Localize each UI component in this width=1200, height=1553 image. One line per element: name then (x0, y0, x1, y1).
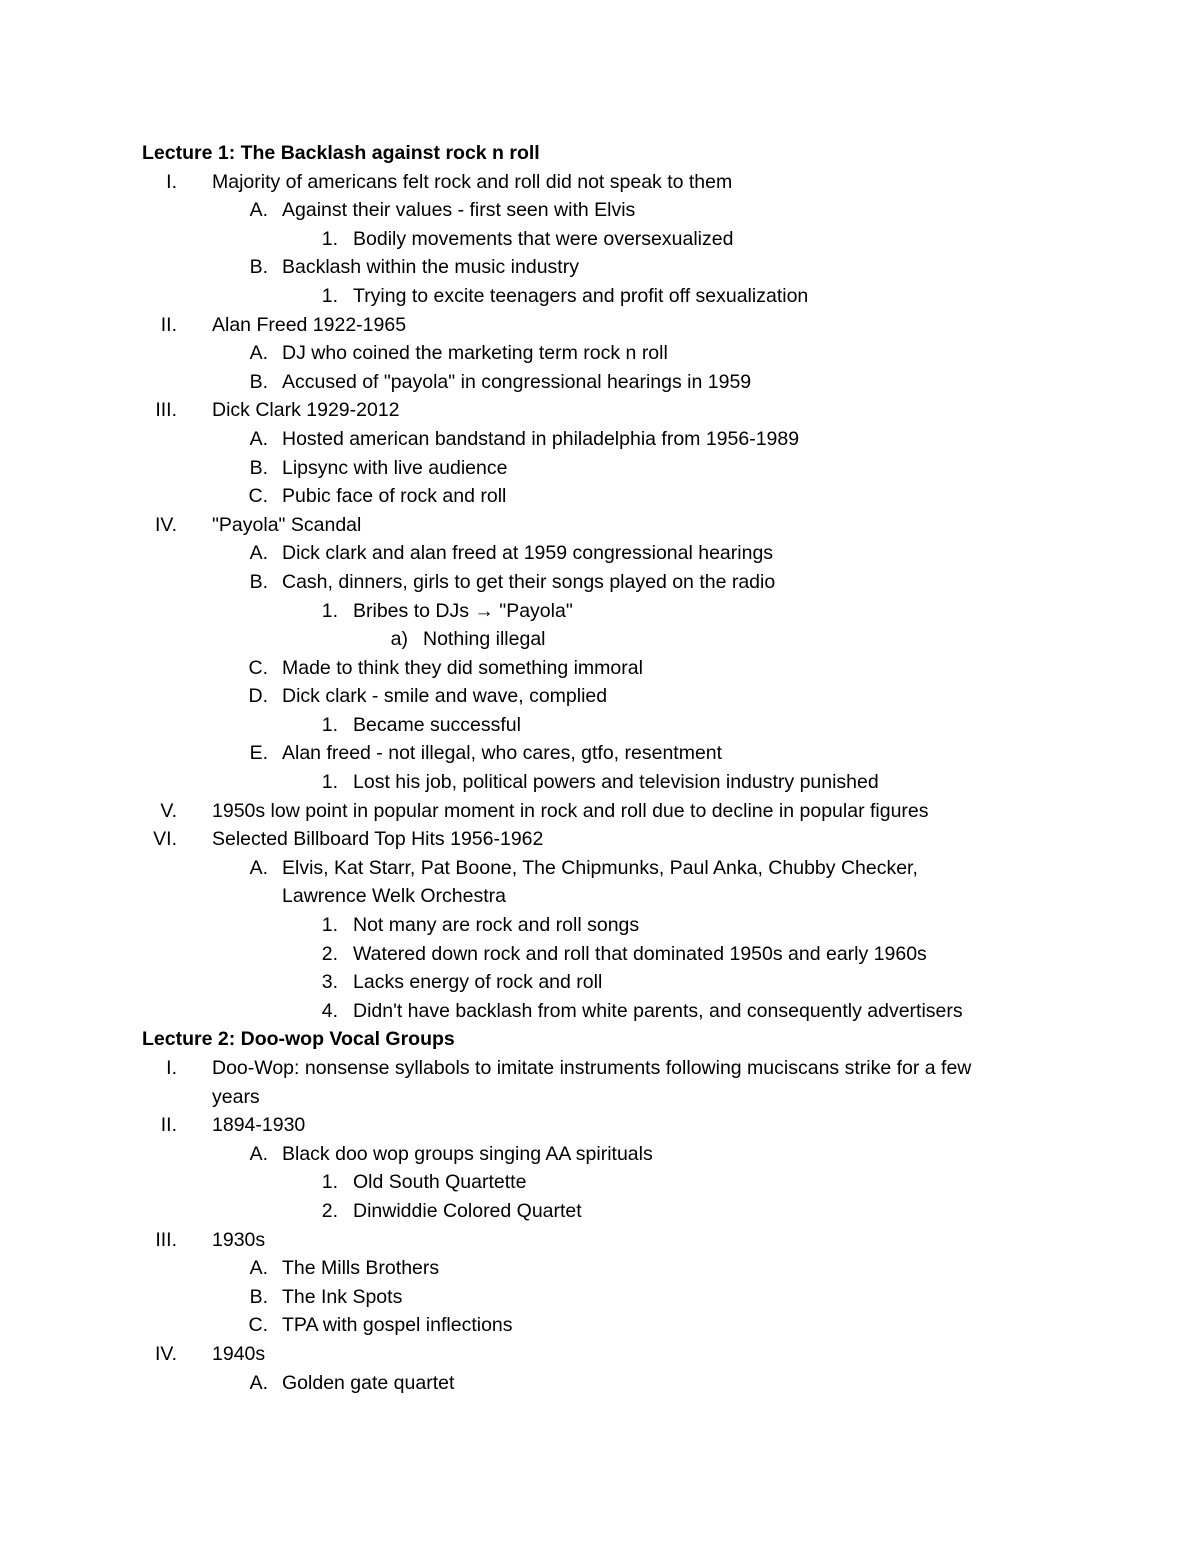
item-text: Backlash within the music industry (282, 256, 579, 279)
outline-item (0, 768, 1200, 797)
list-marker: B. (249, 456, 268, 479)
item-text: Alan freed - not illegal, who cares, gtfo, resentment (282, 742, 723, 765)
outline-item (0, 454, 1200, 483)
list-marker: B. (249, 256, 268, 279)
item-text: TPA with gospel inflections (282, 1314, 513, 1337)
list-marker: 1. (321, 914, 338, 937)
item-text: Hosted american bandstand in philadelphia from 1956-1989 (282, 427, 800, 450)
outline-item (0, 597, 1200, 626)
list-marker: A. (249, 342, 268, 365)
item-text: Accused of "payola" in congressional hearings in 1959 (282, 370, 752, 393)
outline-item (0, 1083, 1200, 1112)
outline-item (0, 1226, 1200, 1255)
item-text: Alan Freed 1922-1965 (212, 313, 407, 336)
list-marker: a) (390, 628, 408, 651)
item-text: Dick Clark 1929-2012 (212, 399, 400, 422)
item-text: 1930s (212, 1228, 266, 1251)
item-text: Doo-Wop: nonsense syllabols to imitate instruments following muciscans strike for a few (212, 1057, 972, 1079)
outline-item (0, 1168, 1200, 1197)
item-text: Bodily movements that were oversexualized (353, 227, 734, 250)
item-text: Black doo wop groups singing AA spirituals (282, 1142, 653, 1165)
item-text: Lost his job, political powers and television industry punished (353, 771, 879, 794)
list-marker: E. (249, 742, 268, 765)
list-marker: 1. (321, 599, 338, 622)
list-marker: C. (248, 1314, 268, 1337)
list-marker: A. (249, 199, 268, 222)
list-marker: I. (166, 170, 177, 193)
list-marker: 2. (321, 942, 338, 965)
outline-item (0, 911, 1200, 940)
item-text: Nothing illegal (423, 628, 546, 651)
list-marker: IV. (154, 1342, 177, 1365)
list-marker: B. (249, 370, 268, 393)
outline-item (0, 511, 1200, 540)
outline-item (0, 854, 1200, 883)
list-marker: A. (249, 1371, 268, 1394)
item-text: Bribes to DJs → "Payola" (353, 599, 573, 622)
list-marker: IV. (154, 513, 177, 536)
item-text: Pubic face of rock and roll (282, 485, 507, 508)
item-text: years (212, 1085, 260, 1108)
outline-item (0, 1140, 1200, 1169)
outline-item (0, 1311, 1200, 1340)
list-marker: 4. (321, 999, 338, 1022)
outline-item (0, 1254, 1200, 1283)
item-text: 1950s low point in popular moment in rock and roll due to decline in popular figures (212, 799, 929, 822)
outline-item (0, 1111, 1200, 1140)
item-text: Cash, dinners, girls to get their songs played on the radio (282, 570, 776, 593)
outline-item (0, 825, 1200, 854)
outline-item (0, 168, 1200, 197)
list-marker: V. (160, 799, 177, 822)
list-marker: 1. (321, 1171, 338, 1194)
outline-item (0, 253, 1200, 282)
outline-item (0, 196, 1200, 225)
list-marker: D. (248, 685, 268, 708)
outline-item (0, 882, 1200, 911)
item-text: Elvis, Kat Starr, Pat Boone, The Chipmunks, Paul Anka, Chubby Checker, (282, 856, 918, 879)
heading-text: Lecture 1: The Backlash against rock n roll (142, 142, 540, 164)
outline-item (0, 1054, 1200, 1083)
item-text: Old South Quartette (353, 1171, 527, 1194)
list-marker: 1. (321, 227, 338, 250)
item-text: Majority of americans felt rock and roll did not speak to them (212, 170, 733, 193)
document-body (0, 139, 1200, 1397)
item-text: Selected Billboard Top Hits 1956-1962 (212, 828, 544, 851)
list-marker: III. (155, 1228, 177, 1251)
list-marker: II. (160, 1114, 177, 1137)
list-marker: I. (166, 1057, 177, 1079)
outline-item (0, 425, 1200, 454)
heading-text: Lecture 2: Doo-wop Vocal Groups (142, 1028, 455, 1051)
item-text: Didn't have backlash from white parents, and consequently advertisers (353, 999, 963, 1022)
item-text: Became successful (353, 713, 521, 736)
outline-item (0, 368, 1200, 397)
outline-item (0, 797, 1200, 826)
outline-item (0, 482, 1200, 511)
list-marker: B. (249, 1285, 268, 1308)
list-marker: A. (249, 856, 268, 879)
outline-item (0, 1340, 1200, 1369)
item-text: Not many are rock and roll songs (353, 914, 640, 937)
list-marker: C. (248, 656, 268, 679)
section-heading (0, 1025, 1200, 1054)
item-text: Golden gate quartet (282, 1371, 455, 1394)
outline-item (0, 225, 1200, 254)
outline-item (0, 625, 1200, 654)
item-text: Trying to excite teenagers and profit off sexualization (353, 284, 809, 307)
item-text: Lipsync with live audience (282, 456, 508, 479)
outline-item (0, 997, 1200, 1026)
list-marker: A. (249, 427, 268, 450)
list-marker: VI. (153, 828, 177, 851)
outline-item (0, 396, 1200, 425)
outline-item (0, 1197, 1200, 1226)
item-text: The Ink Spots (282, 1285, 403, 1308)
list-marker: B. (249, 570, 268, 593)
item-text: The Mills Brothers (282, 1257, 440, 1280)
list-marker: 1. (321, 284, 338, 307)
item-text: Dick clark - smile and wave, complied (282, 685, 608, 708)
item-text: "Payola" Scandal (212, 513, 362, 536)
outline-item (0, 968, 1200, 997)
item-text: DJ who coined the marketing term rock n roll (282, 342, 668, 365)
outline-item (0, 682, 1200, 711)
item-text: Dick clark and alan freed at 1959 congressional hearings (282, 542, 774, 565)
outline-item (0, 739, 1200, 768)
item-text: 1940s (212, 1342, 266, 1365)
list-marker: II. (160, 313, 177, 336)
item-text: Against their values - first seen with Elvis (282, 199, 636, 222)
list-marker: A. (249, 1142, 268, 1165)
list-marker: III. (155, 399, 177, 422)
outline-item (0, 711, 1200, 740)
item-text: Dinwiddie Colored Quartet (353, 1199, 582, 1222)
list-marker: C. (248, 485, 268, 508)
list-marker: 1. (321, 771, 338, 794)
outline-item (0, 568, 1200, 597)
list-marker: 3. (321, 971, 338, 994)
section-heading (0, 139, 1200, 168)
outline-item (0, 311, 1200, 340)
list-marker: A. (249, 542, 268, 565)
outline-item (0, 654, 1200, 683)
list-marker: 1. (321, 713, 338, 736)
item-text: Made to think they did something immoral (282, 656, 643, 679)
outline-item (0, 539, 1200, 568)
outline-item (0, 940, 1200, 969)
outline-item (0, 1369, 1200, 1398)
list-marker: A. (249, 1257, 268, 1280)
item-text: Watered down rock and roll that dominated 1950s and early 1960s (353, 942, 927, 965)
item-text: Lacks energy of rock and roll (353, 971, 603, 994)
item-text: 1894-1930 (212, 1114, 306, 1137)
outline-item (0, 1283, 1200, 1312)
outline-item (0, 339, 1200, 368)
list-marker: 2. (321, 1199, 338, 1222)
outline-item (0, 282, 1200, 311)
item-text: Lawrence Welk Orchestra (282, 885, 506, 908)
